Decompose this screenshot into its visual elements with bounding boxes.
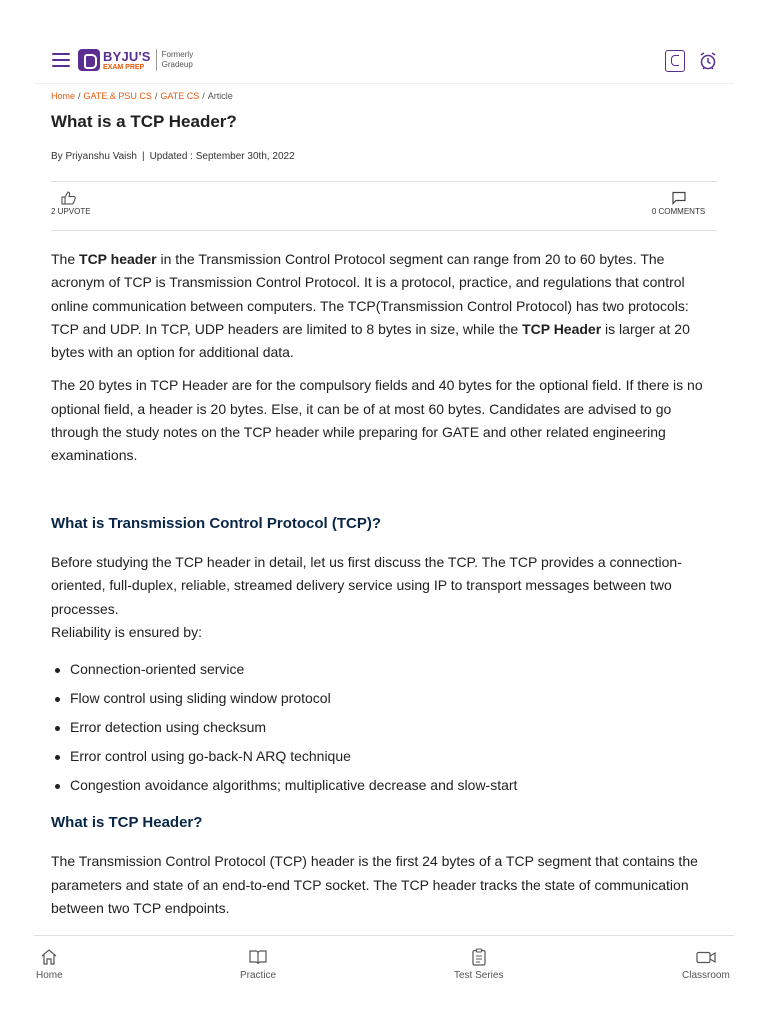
nav-label: Home — [36, 970, 63, 981]
nav-home[interactable] — [36, 948, 63, 981]
nav-label: Classroom — [682, 970, 730, 981]
breadcrumb-gate-psu-cs[interactable]: GATE & PSU CS — [83, 91, 152, 101]
divider — [51, 181, 717, 182]
nav-test-series[interactable] — [454, 948, 503, 981]
list-item: Error control using go-back-N ARQ technique — [51, 745, 717, 774]
section-heading: What is Transmission Control Protocol (TCP)? — [51, 514, 382, 532]
bold-text: TCP header — [79, 251, 157, 267]
breadcrumb-separator: / — [78, 91, 81, 101]
author[interactable]: By Priyanshu Vaish — [51, 151, 137, 162]
breadcrumb-gate-cs[interactable]: GATE CS — [160, 91, 200, 101]
breadcrumb-article: Article — [207, 91, 233, 101]
bold-text: TCP Header — [522, 320, 602, 337]
alarm-clock-icon[interactable] — [698, 50, 718, 72]
updated-date: Updated : September 30th, 2022 — [149, 151, 295, 162]
clipboard-icon — [471, 948, 487, 966]
upvote-count: 2 UPVOTE — [51, 207, 91, 216]
menu-icon[interactable] — [52, 53, 70, 67]
comments-button[interactable] — [640, 191, 717, 216]
breadcrumb-separator: / — [154, 91, 158, 101]
page-title: What is a TCP Header? — [51, 112, 237, 131]
logo-divider — [156, 49, 157, 71]
section-heading: What is TCP Header? — [51, 814, 203, 832]
thumbs-up-icon — [61, 191, 77, 205]
nav-classroom[interactable] — [682, 948, 730, 981]
breadcrumb-home[interactable]: Home — [51, 91, 76, 101]
comment-icon — [671, 191, 687, 205]
logo-brand: BYJU'S — [103, 48, 151, 64]
bottom-navigation — [34, 935, 734, 990]
nav-practice[interactable] — [240, 948, 276, 981]
byline — [51, 151, 295, 162]
byjus-logo[interactable] — [78, 48, 193, 72]
breadcrumb-separator: / — [202, 91, 205, 101]
nav-label: Test Series — [454, 970, 504, 981]
divider — [51, 230, 717, 231]
byline-separator: | — [141, 151, 145, 162]
book-icon — [248, 948, 268, 966]
logo-formerly — [162, 50, 194, 69]
paragraph: Reliability is ensured by: — [51, 623, 202, 640]
logo-formerly-line2: Gradeup — [161, 60, 193, 69]
nav-label: Practice — [240, 970, 277, 981]
home-icon — [40, 948, 58, 966]
breadcrumb — [51, 91, 233, 101]
paragraph: Before studying the TCP header in detail, let us first discuss the TCP. The TCP provides a connection-oriented, full-duplex, reliable, streamed delivery service using IP to transport messages between two processes. — [51, 553, 682, 617]
paragraph: The TCP header in the Transmission Control Protocol segment can range from 20 to 60 bytes. The acronym of TCP is Transmission Control Protocol. It is a protocol, practice, and regulations that control online communication between computers. The TCP(Transmission Control Protocol) has two protocols: TCP and UDP. In TCP, UDP headers are limited to 8 bytes in size, while the TCP Header is larger at 20 bytes with an option for additional data. — [51, 251, 690, 361]
notes-icon[interactable] — [665, 50, 685, 72]
byjus-logo-mark — [78, 49, 100, 71]
list-item: Connection-oriented service — [51, 658, 717, 687]
bullet-list — [51, 658, 717, 803]
paragraph: The 20 bytes in TCP Header are for the compulsory fields and 40 bytes for the optional field. If there is no optional field, a header is 20 bytes. Else, it can be of at most 60 bytes. Candidates are advised to go through the study notes on the TCP header while preparing for GATE and other related engineering examinations. — [51, 377, 703, 464]
article-body — [51, 248, 717, 930]
top-header — [34, 36, 734, 84]
upvote-button[interactable] — [51, 191, 91, 216]
logo-formerly-line1: Formerly — [161, 50, 194, 60]
list-item: Error detection using checksum — [51, 716, 717, 745]
paragraph: The Transmission Control Protocol (TCP) header is the first 24 bytes of a TCP segment that contains the parameters and state of an end-to-end TCP socket. The TCP header tracks the state of communication between two TCP endpoints. — [51, 853, 698, 917]
list-item: Congestion avoidance algorithms; multiplicative decrease and slow-start — [51, 774, 717, 803]
list-item: Flow control using sliding window protocol — [51, 687, 717, 716]
logo-sub: EXAM PREP — [103, 63, 145, 71]
comments-count: 0 COMMENTS — [651, 207, 706, 216]
video-camera-icon — [695, 948, 717, 966]
